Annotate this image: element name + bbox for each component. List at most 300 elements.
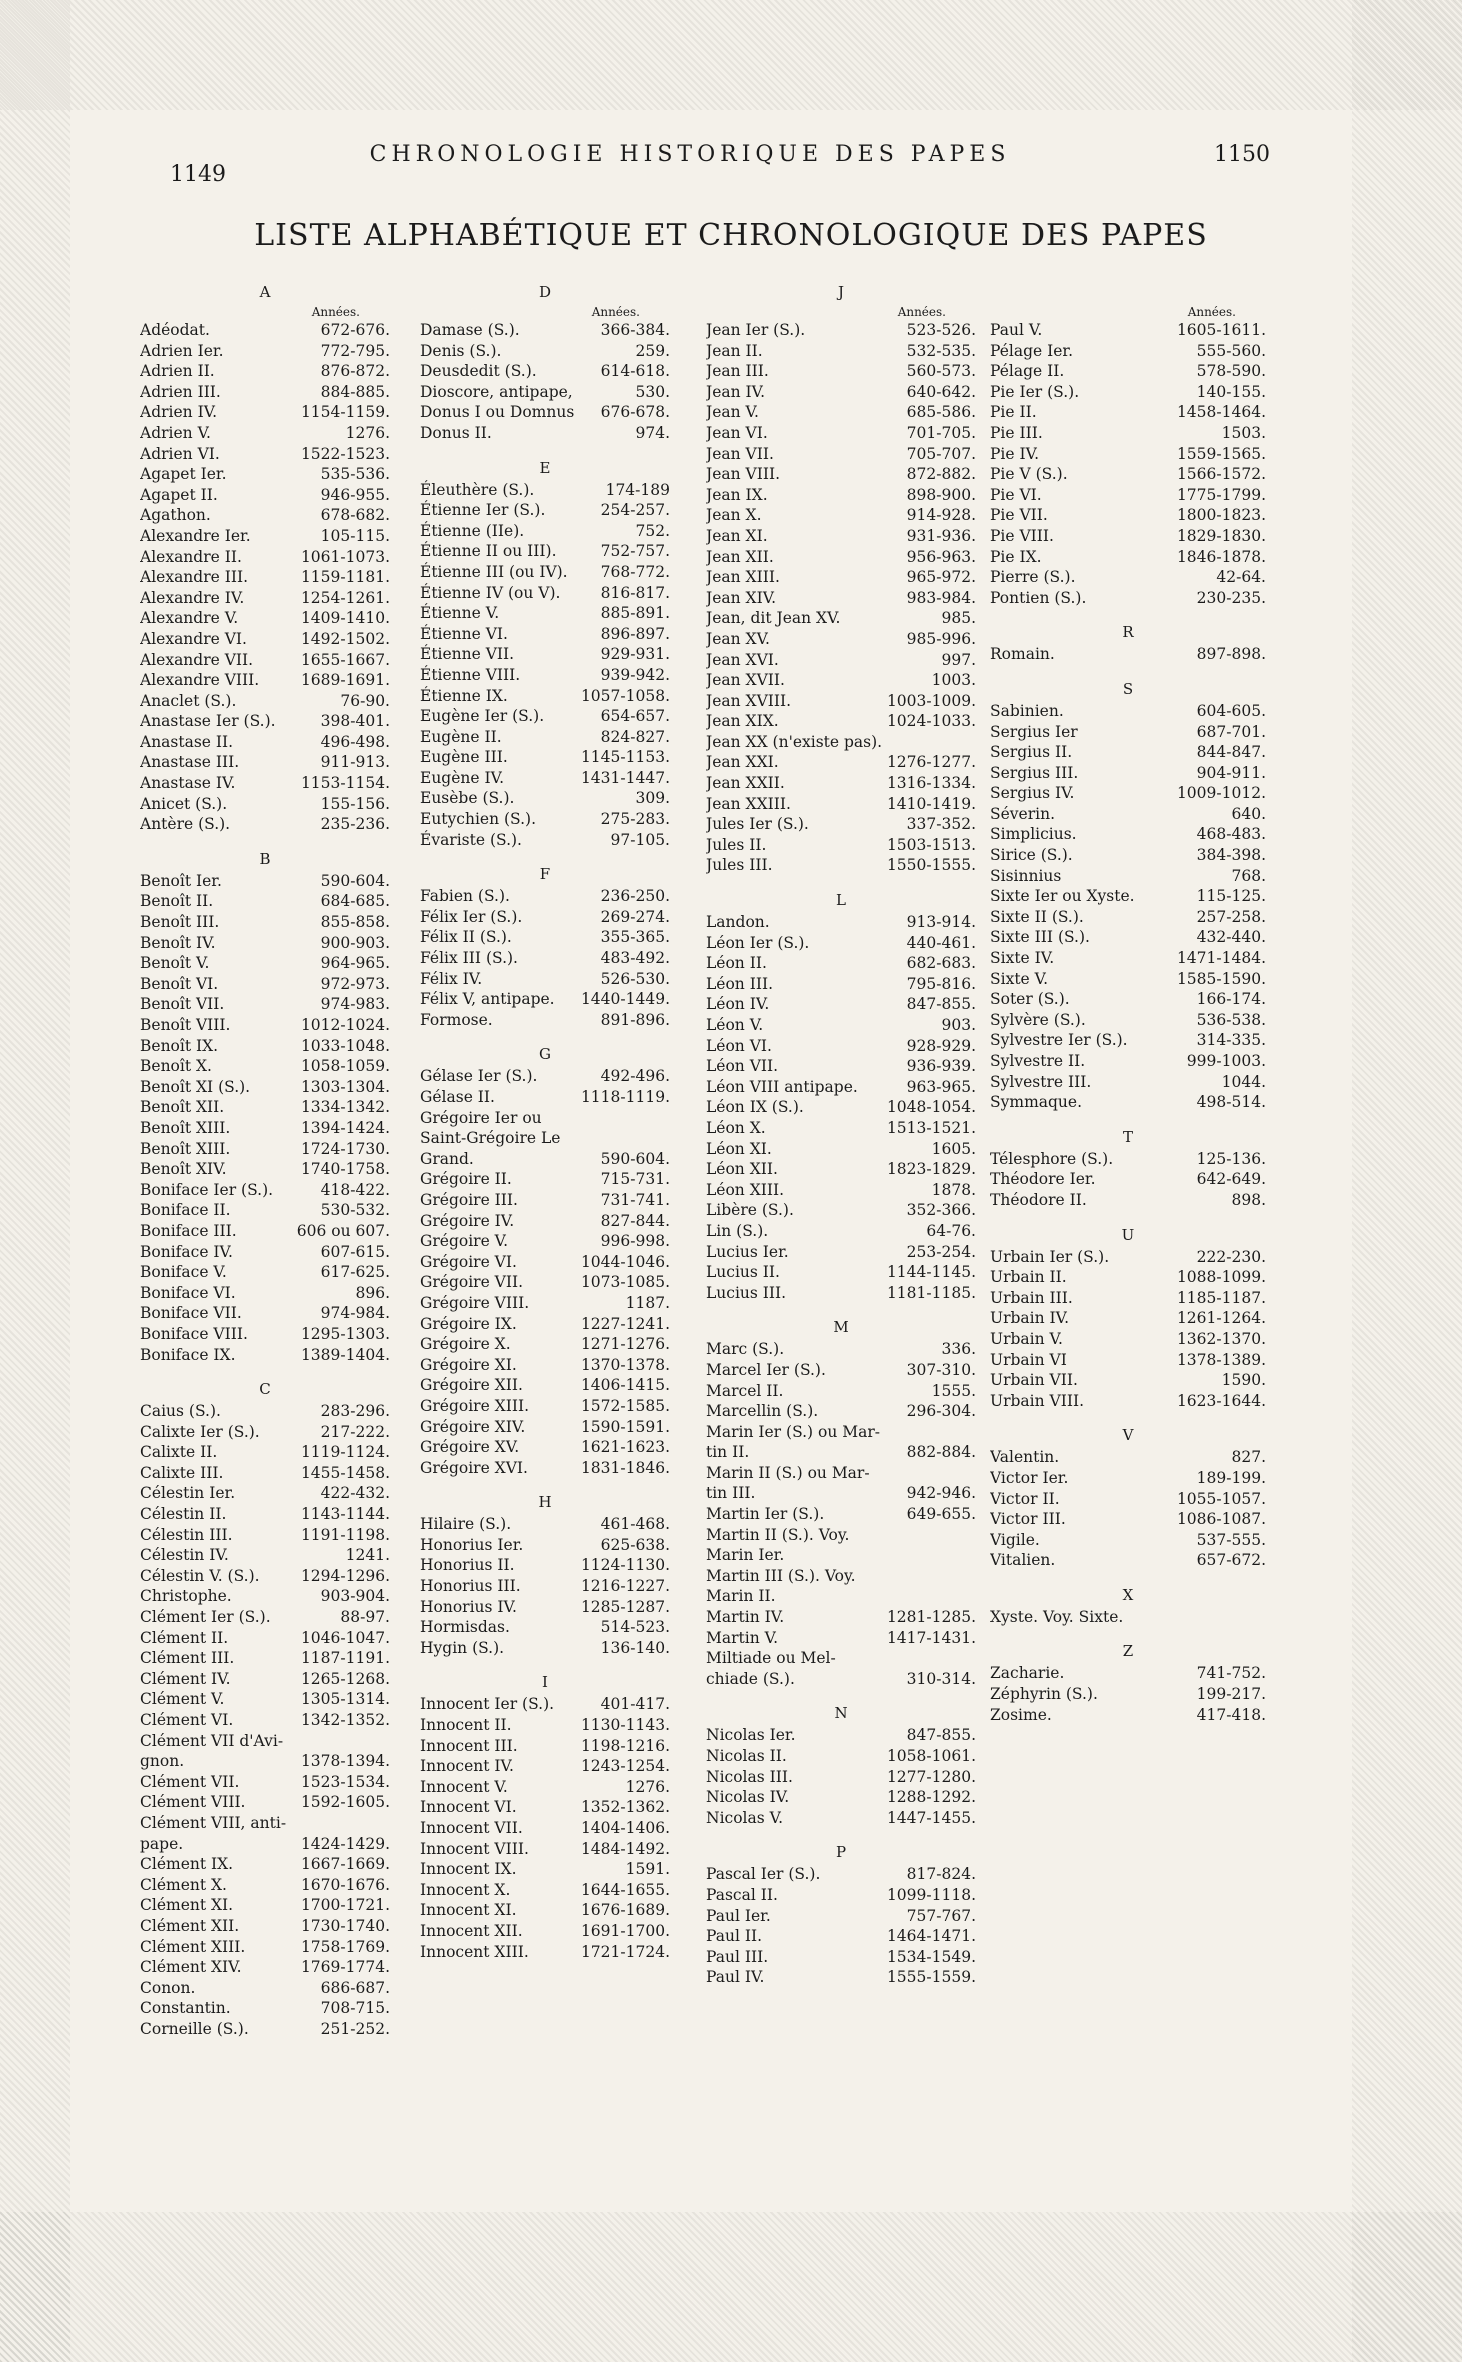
section-h [420, 1490, 670, 1658]
list-item [420, 1334, 670, 1355]
list-item [420, 727, 670, 748]
list-item [420, 1437, 670, 1458]
pontificate-years: 1566-1572. [1176, 465, 1266, 484]
pontificate-years: 1724-1730. [300, 1139, 390, 1158]
pope-name: Télesphore (S.). [990, 1149, 1114, 1168]
pontificate-years: 355-365. [600, 928, 670, 947]
list-item [706, 1381, 976, 1402]
pontificate-years: 530. [635, 382, 670, 401]
pope-name: gnon. [140, 1752, 185, 1771]
pontificate-years: 898-900. [906, 485, 976, 504]
list-item [140, 974, 390, 995]
pontificate-years: 885-891. [600, 604, 670, 623]
pontificate-years: 1503-1513. [886, 835, 976, 854]
pontificate-years: 254-257. [600, 501, 670, 520]
pope-name: Étienne VIII. [420, 665, 521, 684]
pope-name: Jean IV. [706, 382, 766, 401]
list-item [990, 341, 1266, 362]
pontificate-years: 972-973. [320, 974, 390, 993]
section-c [140, 1377, 390, 2039]
pope-name: Léon V. [706, 1016, 764, 1034]
list-item [706, 1015, 976, 1036]
pope-name: Grégoire II. [420, 1170, 512, 1189]
pope-name: Alexandre III. [140, 568, 249, 587]
pope-name: Agapet Ier. [140, 465, 227, 484]
pope-name: Jean III. [706, 362, 769, 381]
list-item [140, 814, 390, 835]
pope-name: Clément VIII, anti- [140, 1813, 287, 1832]
pontificate-years: 1288-1292. [886, 1788, 976, 1807]
list-item [140, 1834, 390, 1855]
pontificate-years: 422-432. [320, 1484, 390, 1503]
pope-name: Martin III (S.). Voy. [706, 1566, 856, 1585]
list-item [140, 1978, 390, 1999]
list-item [140, 650, 390, 671]
list-item [420, 480, 670, 501]
pope-name: Sylvestre Ier (S.). [990, 1031, 1128, 1050]
pontificate-years: 1154-1159. [300, 403, 390, 422]
pope-name: tin II. [706, 1443, 750, 1462]
pope-name: Clément IV. [140, 1669, 231, 1688]
list-item [706, 1525, 976, 1546]
pontificate-years: 1241. [345, 1546, 390, 1565]
pontificate-years: 1378-1394. [300, 1752, 390, 1771]
pontificate-years: 817-824. [906, 1865, 976, 1884]
list-item [420, 1921, 670, 1942]
section-letter: M [833, 1318, 849, 1337]
pontificate-years: 310-314. [906, 1669, 976, 1688]
pontificate-years: 974. [635, 423, 670, 442]
list-item [420, 1839, 670, 1860]
list-item [706, 1926, 976, 1947]
list-item [990, 1684, 1266, 1705]
list-item [140, 1401, 390, 1422]
list-item [706, 835, 976, 856]
list-item [420, 1715, 670, 1736]
pope-name: Boniface VIII. [140, 1324, 248, 1343]
pontificate-years: 535-536. [320, 465, 390, 484]
pope-name: Benoît X. [140, 1057, 212, 1076]
pontificate-years: 366-384. [600, 321, 670, 339]
list-item [420, 1597, 670, 1618]
pontificate-years: 928-929. [906, 1036, 976, 1055]
list-item [990, 866, 1266, 887]
list-item [706, 1463, 976, 1484]
pope-name: Clément X. [140, 1875, 227, 1894]
pope-name: Jean XXII. [706, 774, 785, 793]
list-item [706, 670, 976, 691]
pontificate-years: 827-844. [600, 1211, 670, 1230]
pope-name: Zéphyrin (S.). [990, 1685, 1098, 1704]
pope-name: Clément XI. [140, 1896, 234, 1915]
pope-name: Grégoire VIII. [420, 1293, 530, 1312]
list-item [140, 1998, 390, 2019]
list-item [706, 953, 976, 974]
pope-name: Alexandre Ier. [140, 526, 251, 545]
pope-name: Urbain II. [990, 1268, 1067, 1287]
pope-name: Pie II. [990, 403, 1037, 422]
pope-name: Léon Ier (S.). [706, 933, 810, 952]
pope-name: Léon IX (S.). [706, 1098, 804, 1117]
pope-name: Clément VII d'Avi- [140, 1731, 284, 1750]
pope-name: Félix III (S.). [420, 949, 518, 968]
pontificate-years: 1099-1118. [886, 1885, 976, 1904]
list-item [140, 1139, 390, 1160]
pontificate-years: 174-189 [605, 480, 670, 499]
pope-name: Benoît XIV. [140, 1160, 227, 1179]
pope-name: Jean XVIII. [706, 691, 792, 710]
list-item [990, 644, 1266, 665]
list-item [420, 1638, 670, 1659]
list-item [706, 1200, 976, 1221]
pontificate-years: 283-296. [320, 1402, 390, 1421]
list-item [706, 1504, 976, 1525]
pope-name: Constantin. [140, 1999, 231, 2018]
section-letter: H [538, 1493, 552, 1512]
list-item [140, 608, 390, 629]
pope-name: Calixte III. [140, 1463, 224, 1482]
pope-name: Jean XXI. [706, 753, 779, 772]
list-item [706, 402, 976, 423]
list-item [140, 711, 390, 732]
list-item [706, 814, 976, 835]
pope-name: Valentin. [990, 1448, 1060, 1467]
pope-name: Étienne Ier (S.). [420, 501, 546, 520]
list-item [706, 1283, 976, 1304]
pope-name: Calixte II. [140, 1443, 218, 1462]
pope-name: Hilaire (S.). [420, 1515, 512, 1534]
pope-name: Zosime. [990, 1705, 1052, 1724]
pontificate-years: 604-605. [1196, 701, 1266, 720]
list-item [140, 1586, 390, 1607]
pontificate-years: 498-514. [1196, 1093, 1266, 1112]
list-item [140, 547, 390, 568]
pope-name: Jean II. [706, 341, 763, 360]
list-item [706, 526, 976, 547]
list-item [140, 1628, 390, 1649]
years-header: Années. [311, 305, 360, 319]
pope-name: Calixte Ier (S.). [140, 1422, 260, 1441]
list-item [706, 1159, 976, 1180]
pontificate-years: 985. [941, 609, 976, 628]
pontificate-years: 1522-1523. [300, 444, 390, 463]
pope-name: Sergius III. [990, 763, 1079, 782]
pontificate-years: 309. [635, 789, 670, 808]
list-item [990, 1072, 1266, 1093]
list-item [420, 948, 670, 969]
pontificate-years: 1523-1534. [300, 1772, 390, 1791]
list-item [420, 320, 670, 341]
pontificate-years: 1055-1057. [1176, 1489, 1266, 1508]
list-item [706, 1885, 976, 1906]
pontificate-years: 1621-1623. [580, 1438, 670, 1457]
pope-name: Clément XIII. [140, 1937, 246, 1956]
pontificate-years: 1740-1758. [300, 1160, 390, 1179]
pope-name: Grégoire VI. [420, 1252, 517, 1271]
pontificate-years: 640. [1231, 804, 1266, 823]
pope-name: Grégoire XVI. [420, 1458, 528, 1477]
pontificate-years: 676-678. [600, 403, 670, 422]
pontificate-years: 1227-1241. [580, 1314, 670, 1333]
pope-name: Marc (S.). [706, 1340, 785, 1359]
pope-name: Jean XXIII. [706, 794, 791, 813]
pope-name: Jean X. [706, 506, 762, 525]
pope-name: Sergius Ier [990, 722, 1078, 741]
pope-name: Félix Ier (S.). [420, 907, 523, 926]
section-z [990, 1639, 1266, 1725]
pontificate-years [666, 1108, 670, 1129]
list-item [140, 464, 390, 485]
pontificate-years: 844-847. [1196, 743, 1266, 762]
pope-name: Boniface IV. [140, 1242, 233, 1261]
pope-name: Clément Ier (S.). [140, 1608, 271, 1627]
pope-name: Innocent III. [420, 1736, 518, 1755]
pontificate-years: 189-199. [1196, 1468, 1266, 1487]
pope-name: Boniface VII. [140, 1304, 242, 1323]
list-item [706, 1628, 976, 1649]
pope-name: Sirice (S.). [990, 846, 1073, 865]
list-item [420, 1190, 670, 1211]
pontificate-years: 1316-1334. [886, 774, 976, 793]
pontificate-years: 555-560. [1196, 341, 1266, 360]
list-item [420, 1900, 670, 1921]
list-item [990, 804, 1266, 825]
list-item [140, 1324, 390, 1345]
pope-name: Jean IX. [706, 485, 768, 504]
pontificate-years: 140-155. [1196, 382, 1266, 401]
list-item [140, 1566, 390, 1587]
pontificate-years: 1130-1143. [580, 1716, 670, 1735]
list-item [420, 686, 670, 707]
list-item [140, 1483, 390, 1504]
pope-name: Clément IX. [140, 1855, 234, 1874]
list-item [420, 989, 670, 1010]
pontificate-years: 607-615. [320, 1242, 390, 1261]
pontificate-years: 1254-1261. [300, 588, 390, 607]
list-item [420, 1293, 670, 1314]
pontificate-years: 1216-1227. [580, 1577, 670, 1596]
pope-name: Jean XIX. [706, 712, 779, 731]
list-item [140, 1813, 390, 1834]
pontificate-years: 1585-1590. [1176, 969, 1266, 988]
list-item [990, 1447, 1266, 1468]
pope-name: Sixte III (S.). [990, 928, 1090, 947]
list-item [420, 1555, 670, 1576]
pope-name: Urbain III. [990, 1288, 1073, 1307]
section-letter: V [1122, 1426, 1134, 1445]
pope-name: Grégoire IV. [420, 1211, 515, 1230]
pontificate-years: 913-914. [906, 913, 976, 932]
pontificate-years: 985-996. [906, 629, 976, 648]
pope-name: Grégoire XI. [420, 1355, 517, 1374]
column-4 [990, 280, 1266, 1725]
pope-name: Célestin III. [140, 1525, 233, 1544]
pontificate-years: 222-230. [1196, 1247, 1266, 1266]
list-item [140, 1792, 390, 1813]
list-item [140, 912, 390, 933]
list-item [990, 567, 1266, 588]
pope-name: Sylvestre III. [990, 1072, 1092, 1091]
list-item [140, 1077, 390, 1098]
pontificate-years: 1281-1285. [886, 1608, 976, 1627]
pontificate-years: 872-882. [906, 465, 976, 484]
list-item [706, 1808, 976, 1829]
pope-name: Gélase II. [420, 1088, 495, 1106]
pontificate-years: 1285-1287. [580, 1597, 670, 1616]
pope-name: Innocent XI. [420, 1901, 517, 1920]
pope-name: Benoît IV. [140, 933, 216, 952]
list-item [706, 1906, 976, 1927]
pope-name: Benoît V. [140, 954, 210, 973]
list-item [990, 701, 1266, 722]
pope-name: Boniface VI. [140, 1283, 236, 1302]
pope-name: Léon VIII antipape. [706, 1077, 858, 1096]
pope-name: Grégoire X. [420, 1335, 511, 1354]
pope-name: Jean XIV. [706, 588, 777, 607]
pope-name: Benoît XIII. [140, 1139, 231, 1158]
list-item [420, 1694, 670, 1715]
pontificate-years: 795-816. [906, 974, 976, 993]
pope-name: Jean Ier (S.). [706, 321, 806, 339]
pope-name: Sixte IV. [990, 949, 1055, 968]
page-number-right: 1150 [1214, 142, 1270, 167]
pope-name: Adrien VI. [140, 444, 220, 463]
pontificate-years: 686-687. [320, 1978, 390, 1997]
pope-name: Innocent IX. [420, 1860, 517, 1879]
pope-name: Boniface Ier (S.). [140, 1180, 274, 1199]
list-item [706, 1586, 976, 1607]
list-item [140, 1669, 390, 1690]
list-item [140, 341, 390, 362]
pontificate-years [972, 1648, 976, 1669]
list-item [420, 1314, 670, 1335]
pope-name: Paul IV. [706, 1968, 765, 1987]
pontificate-years: 1440-1449. [580, 990, 670, 1009]
pope-name: Jean XIII. [706, 568, 780, 587]
list-item [140, 1442, 390, 1463]
list-item [140, 1118, 390, 1139]
pope-name: Martin II (S.). Voy. [706, 1525, 850, 1544]
pope-name: Paul III. [706, 1947, 769, 1966]
list-item [140, 1957, 390, 1978]
pontificate-years: 560-573. [906, 362, 976, 381]
pope-name: Jean XVI. [706, 650, 779, 669]
section-letter: R [1122, 623, 1134, 642]
pope-name: Urbain Ier (S.). [990, 1247, 1110, 1266]
list-item [706, 1947, 976, 1968]
pope-name: Benoît XII. [140, 1098, 225, 1117]
pontificate-years: 896. [355, 1283, 390, 1302]
pope-name: Eutychien (S.). [420, 810, 537, 829]
list-item [420, 1514, 670, 1535]
pontificate-years: 1667-1669. [300, 1855, 390, 1874]
list-item [420, 1375, 670, 1396]
list-item [706, 1056, 976, 1077]
pope-name: Innocent V. [420, 1777, 508, 1796]
list-item [990, 361, 1266, 382]
pontificate-years: 1572-1585. [580, 1396, 670, 1415]
list-item [140, 1180, 390, 1201]
pope-name: Anastase IV. [140, 774, 236, 793]
list-item [420, 1211, 670, 1232]
pope-name: Pie VII. [990, 506, 1048, 525]
list-item [990, 1247, 1266, 1268]
section-a [140, 280, 390, 835]
list-item [420, 706, 670, 727]
pope-name: Fabien (S.). [420, 887, 510, 906]
pontificate-years: 1605. [931, 1139, 976, 1158]
list-item [706, 1360, 976, 1381]
pontificate-years: 64-76. [926, 1221, 976, 1240]
pope-name: Eugène III. [420, 748, 508, 767]
list-item [706, 773, 976, 794]
list-item [990, 485, 1266, 506]
pope-name: Paul V. [990, 321, 1043, 339]
section-letter: F [539, 865, 551, 884]
list-item [140, 1221, 390, 1242]
pope-name: Benoît XIII. [140, 1118, 231, 1137]
pontificate-years: 236-250. [600, 887, 670, 906]
pontificate-years: 115-125. [1196, 887, 1266, 906]
pope-name: Innocent VI. [420, 1798, 517, 1817]
scan-noise-left [0, 0, 70, 2362]
list-item [140, 382, 390, 403]
pontificate-years: 1590. [1221, 1371, 1266, 1390]
scan-noise-bottom [0, 2212, 1462, 2362]
pontificate-years: 537-555. [1196, 1530, 1266, 1549]
pontificate-years: 1295-1303. [300, 1324, 390, 1343]
pope-name: Landon. [706, 913, 770, 932]
pope-name: Adéodat. [140, 321, 210, 339]
list-item [706, 464, 976, 485]
pope-name: Urbain VII. [990, 1371, 1078, 1390]
section-letter: N [834, 1704, 848, 1723]
pope-name: Benoît IX. [140, 1036, 219, 1055]
pope-name: Étienne (IIe). [420, 521, 525, 540]
pope-name: Clément V. [140, 1690, 225, 1709]
pope-name: Grand. [420, 1149, 474, 1168]
list-item [706, 1097, 976, 1118]
pope-name: Léon III. [706, 974, 774, 993]
pope-name: Célestin IV. [140, 1546, 229, 1565]
list-item [140, 994, 390, 1015]
pontificate-years: 678-682. [320, 506, 390, 525]
pontificate-years: 523-526. [906, 321, 976, 339]
list-item [990, 1010, 1266, 1031]
pontificate-years: 1590-1591. [580, 1417, 670, 1436]
list-item [420, 644, 670, 665]
list-item [420, 907, 670, 928]
pontificate-years: 942-946. [906, 1484, 976, 1503]
section-letter: E [539, 458, 551, 477]
pope-name: Agathon. [140, 506, 211, 525]
section-letter: J [837, 283, 844, 301]
pontificate-years: 1378-1389. [1176, 1350, 1266, 1369]
list-item [140, 588, 390, 609]
pope-name: Innocent Ier (S.). [420, 1695, 555, 1714]
pope-name: Alexandre V. [140, 609, 239, 628]
pontificate-years: 685-586. [906, 403, 976, 422]
pope-name: Deusdedit (S.). [420, 362, 537, 381]
pope-name: Étienne III (ou IV). [420, 562, 568, 581]
pontificate-years: 1691-1700. [580, 1921, 670, 1940]
list-item [420, 809, 670, 830]
list-item [140, 1607, 390, 1628]
years-header: Années. [897, 305, 946, 319]
pope-name: Corneille (S.). [140, 2019, 249, 2038]
pope-name: Romain. [990, 645, 1055, 664]
list-item [990, 1607, 1266, 1628]
